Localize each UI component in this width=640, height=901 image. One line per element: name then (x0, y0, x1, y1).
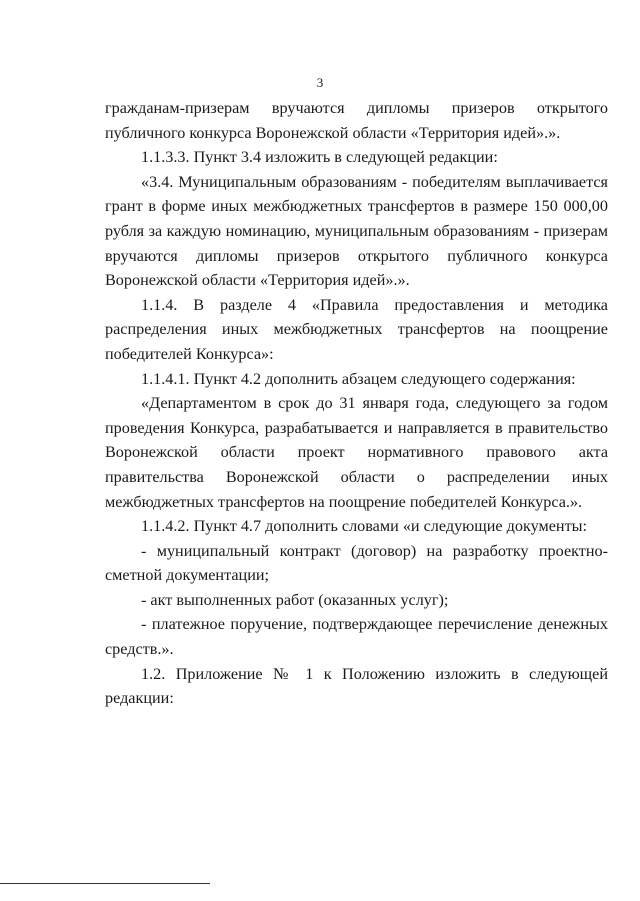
footer-rule (0, 883, 210, 884)
paragraph-continuation: гражданам-призерам вручаются дипломы призеров открытого публичного конкурса Воронежской области «Территория идей».». (105, 99, 608, 142)
paragraph-1-1-3-3: 1.1.3.3. Пункт 3.4 изложить в следующей редакции: (141, 148, 498, 167)
paragraph-1-2: 1.2. Приложение № 1 к Положению изложить в следующей редакции: (105, 664, 608, 708)
paragraph-1-1-4: 1.1.4. В разделе 4 «Правила предоставления и методика распределения иных межбюджетных трансфертов на поощрение победителей Конкурса»: (105, 295, 608, 363)
document-body (105, 96, 608, 711)
list-item-contract: - муниципальный контракт (договор) на разработку проектно-сметной документации; (105, 541, 608, 585)
paragraph-quote-3-4: «3.4. Муниципальным образованиям - победителям выплачивается грант в форме иных межбюджетных трансфертов в размере 150 000,00 рубля за каждую номинацию, муниципальным образованиям - призерам вручаются дипломы призеров открытого публичного конкурса Воронежской области «Территория идей».». (105, 172, 608, 290)
page-number: 3 (316, 75, 324, 90)
list-item-payment-order: - платежное поручение, подтверждающее перечисление денежных средств.». (105, 615, 608, 659)
list-item-act: - акт выполненных работ (оказанных услуг); (141, 590, 449, 609)
paragraph-1-1-4-2: 1.1.4.2. Пункт 4.7 дополнить словами «и следующие документы: (141, 517, 588, 536)
paragraph-quote-department: «Департаментом в срок до 31 января года, следующего за годом проведения Конкурса, разрабатывается и направляется в правительство Воронежской области проект нормативного правового акта правительства Воронежской области о распределении иных межбюджетных трансфертов на поощрение победителей Конкурса.». (105, 394, 608, 511)
paragraph-1-1-4-1: 1.1.4.1. Пункт 4.2 дополнить абзацем следующего содержания: (141, 369, 576, 388)
